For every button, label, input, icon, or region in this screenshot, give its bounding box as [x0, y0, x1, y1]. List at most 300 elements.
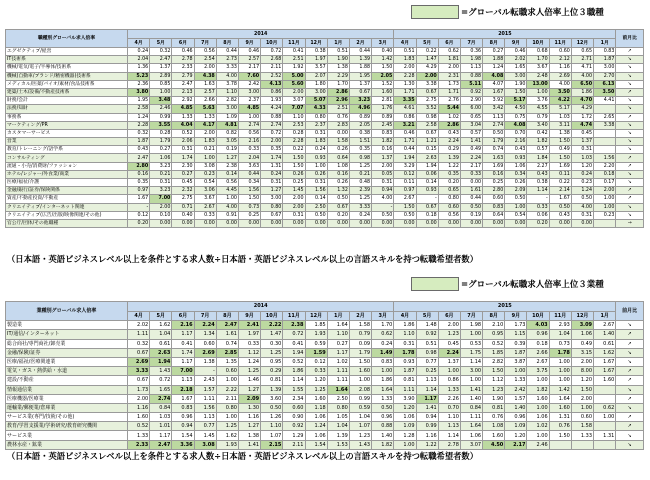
value-cell: 0.24 [305, 146, 327, 154]
value-cell: 1.62 [216, 431, 238, 440]
value-cell: 4.70 [571, 97, 593, 105]
value-cell: 4.96 [349, 105, 371, 113]
value-cell: 0.26 [305, 170, 327, 178]
month-header: 1月 [594, 39, 616, 48]
value-cell: 1.83 [394, 56, 416, 64]
month-header: 1月 [594, 311, 616, 321]
value-cell: 2.37 [305, 121, 327, 129]
value-cell: 4.00 [216, 72, 238, 80]
value-cell: 1.09 [505, 422, 527, 431]
industry-ratio-table [5, 301, 644, 450]
value-cell: 0.50 [372, 403, 394, 412]
table-row [6, 357, 644, 366]
value-cell: 0.00 [416, 219, 438, 227]
value-cell: 1.64 [327, 321, 349, 330]
value-cell: 1.63 [483, 154, 505, 162]
value-cell: 1.14 [460, 357, 482, 366]
value-cell: 2.67 [194, 203, 216, 211]
value-cell: 1.61 [216, 330, 238, 339]
value-cell: 1.95 [128, 97, 150, 105]
value-cell: 0.46 [172, 48, 194, 56]
value-cell: 1.58 [327, 138, 349, 146]
value-cell: 0.45 [571, 129, 593, 137]
value-cell: 0.00 [460, 219, 482, 227]
value-cell: 2.02 [505, 56, 527, 64]
month-header: 7月 [194, 39, 216, 48]
month-header: 7月 [194, 311, 216, 321]
value-cell: 4.07 [483, 80, 505, 88]
month-header: 4月 [394, 39, 416, 48]
value-cell: 1.12 [238, 348, 260, 357]
value-cell: 1.33 [571, 431, 593, 440]
value-cell: 0.27 [327, 339, 349, 348]
value-cell: 0.21 [194, 146, 216, 154]
value-cell: 3.80 [128, 88, 150, 96]
value-cell: 0.44 [460, 195, 482, 203]
value-cell: 1.50 [549, 431, 571, 440]
value-cell: 2.89 [150, 72, 172, 80]
value-cell: 1.26 [261, 413, 283, 422]
value-cell [594, 440, 616, 449]
value-cell: 1.00 [527, 376, 549, 385]
value-cell: 1.87 [128, 138, 150, 146]
value-cell: 0.86 [438, 376, 460, 385]
month-header: 9月 [505, 311, 527, 321]
table-row [6, 321, 644, 330]
value-cell: 2.57 [194, 88, 216, 96]
value-cell: 1.83 [305, 138, 327, 146]
value-cell: 1.94 [283, 348, 305, 357]
table-row [6, 97, 644, 105]
value-cell: 1.60 [594, 376, 616, 385]
value-cell: 2.36 [128, 80, 150, 88]
value-cell: 1.88 [349, 64, 371, 72]
value-cell: 1.45 [283, 187, 305, 195]
value-cell: 3.00 [594, 64, 616, 72]
value-cell: 0.00 [438, 219, 460, 227]
value-cell: 3.60 [261, 394, 283, 403]
value-cell: 1.37 [150, 64, 172, 72]
value-cell: 1.31 [549, 413, 571, 422]
table-row [6, 146, 644, 154]
row-label: メディカル/医薬/バイオ/素材/食品技術系 [6, 80, 128, 88]
value-cell: 0.51 [394, 48, 416, 56]
value-cell: 1.38 [194, 357, 216, 366]
value-cell: 0.32 [128, 339, 150, 348]
value-cell: 0.22 [416, 48, 438, 56]
value-cell: 3.11 [549, 121, 571, 129]
value-cell: 0.62 [438, 48, 460, 56]
value-cell: 2.67 [394, 195, 416, 203]
value-cell: 1.25 [305, 385, 327, 394]
value-cell: 1.86 [283, 367, 305, 376]
value-cell: 2.28 [283, 138, 305, 146]
value-cell: 2.11 [283, 440, 305, 449]
value-cell: 0.54 [194, 179, 216, 187]
value-cell: 0.20 [527, 219, 549, 227]
value-cell: 3.38 [416, 80, 438, 88]
value-cell: 0.33 [305, 367, 327, 376]
value-cell: 0.22 [283, 146, 305, 154]
value-cell: 0.97 [128, 187, 150, 195]
value-cell: 1.25 [349, 195, 371, 203]
value-cell: 0.44 [394, 146, 416, 154]
value-cell: 3.08 [194, 162, 216, 170]
value-cell: 2.80 [128, 162, 150, 170]
value-cell: 1.50 [283, 154, 305, 162]
value-cell: 0.52 [483, 339, 505, 348]
row-label: サービス業 [6, 431, 128, 440]
value-cell: 0.33 [194, 211, 216, 219]
value-cell: 2.69 [549, 72, 571, 80]
value-cell: 1.03 [549, 113, 571, 121]
value-cell: 1.20 [394, 403, 416, 412]
value-cell: 1.33 [372, 394, 394, 403]
value-cell: 1.60 [128, 413, 150, 422]
value-cell: 0.46 [505, 48, 527, 56]
value-cell: 2.24 [460, 154, 482, 162]
value-cell: 0.10 [150, 211, 172, 219]
value-cell: 2.08 [349, 385, 371, 394]
value-cell: 0.17 [594, 179, 616, 187]
month-header: 4月 [394, 311, 416, 321]
value-cell: 1.00 [349, 376, 371, 385]
month-header: 2月 [349, 311, 371, 321]
value-cell: 0.65 [571, 48, 593, 56]
month-header: 5月 [150, 39, 172, 48]
value-cell: 1.09 [216, 113, 238, 121]
value-cell [594, 394, 616, 403]
value-cell: 1.85 [483, 348, 505, 357]
value-cell: 0.41 [172, 339, 194, 348]
value-cell: 1.02 [327, 357, 349, 366]
value-cell: 2.39 [349, 187, 371, 195]
value-cell: 0.88 [372, 422, 394, 431]
value-cell: 3.23 [349, 97, 371, 105]
value-cell: 4.00 [216, 203, 238, 211]
value-cell: 1.01 [150, 422, 172, 431]
value-cell: 0.50 [483, 129, 505, 137]
value-cell [594, 385, 616, 394]
header-label: 業種別グローバル求人倍率 [6, 302, 128, 321]
value-cell: 1.04 [327, 422, 349, 431]
value-cell: 0.38 [305, 48, 327, 56]
value-cell: 0.50 [305, 211, 327, 219]
value-cell: 0.38 [349, 129, 371, 137]
value-cell: 0.71 [172, 203, 194, 211]
row-label: 製造業 [6, 321, 128, 330]
month-header: 11月 [549, 311, 571, 321]
value-cell: 1.16 [416, 431, 438, 440]
value-cell: 3.07 [283, 97, 305, 105]
value-cell: 1.13 [172, 376, 194, 385]
value-cell: 0.31 [305, 179, 327, 187]
value-cell [594, 129, 616, 137]
value-cell: 0.42 [527, 129, 549, 137]
value-cell: 2.00 [194, 64, 216, 72]
value-cell: 2.05 [349, 121, 371, 129]
row-label: 教育/トレーニング/語学系 [6, 146, 128, 154]
value-cell: 0.34 [505, 170, 527, 178]
value-cell: 0.50 [327, 195, 349, 203]
value-cell: 1.55 [283, 385, 305, 394]
month-header: 1月 [327, 39, 349, 48]
value-cell: 4.17 [194, 121, 216, 129]
formula-note: （日本語・英語ビジネスレベル以上を条件とする求人数÷日本語・英語ビジネスレベル以上の言語スキルを持つ転職希望者数） [7, 451, 479, 461]
value-cell: 1.41 [238, 440, 260, 449]
value-cell: 0.27 [483, 48, 505, 56]
value-cell: 0.32 [150, 48, 172, 56]
month-header: 10月 [261, 311, 283, 321]
value-cell: 0.80 [216, 403, 238, 412]
value-cell: 1.93 [305, 330, 327, 339]
value-cell: 0.31 [305, 129, 327, 137]
value-cell: 0.44 [238, 170, 260, 178]
month-header: 7月 [460, 39, 482, 48]
value-cell: 3.48 [150, 97, 172, 105]
value-cell: 0.94 [372, 187, 394, 195]
value-cell: 0.84 [460, 403, 482, 412]
value-cell: 1.71 [394, 88, 416, 96]
value-cell: 2.68 [261, 56, 283, 64]
value-cell: 1.93 [261, 97, 283, 105]
value-cell: 6.13 [594, 80, 616, 88]
value-cell: 0.93 [394, 357, 416, 366]
value-cell: 1.50 [549, 138, 571, 146]
value-cell: 1.00 [150, 88, 172, 96]
value-cell: 1.06 [305, 431, 327, 440]
value-cell: 3.52 [416, 105, 438, 113]
value-cell: 2.75 [416, 97, 438, 105]
value-cell: 4.08 [483, 72, 505, 80]
value-cell: 3.06 [194, 187, 216, 195]
value-cell: 0.72 [261, 48, 283, 56]
value-cell: 2.80 [483, 187, 505, 195]
value-cell: 0.95 [261, 357, 283, 366]
value-cell: 0.84 [150, 403, 172, 412]
value-cell: 6.50 [571, 80, 593, 88]
value-cell: 0.98 [416, 348, 438, 357]
value-cell: 1.24 [128, 113, 150, 121]
value-cell: 2.63 [416, 154, 438, 162]
table-row [6, 105, 644, 113]
value-cell: 0.24 [571, 170, 593, 178]
value-cell: 2.74 [238, 121, 260, 129]
value-cell: 2.73 [216, 56, 238, 64]
value-cell: 1.29 [283, 431, 305, 440]
value-cell: 0.50 [460, 203, 482, 211]
value-cell: 1.92 [283, 64, 305, 72]
value-cell: 4.29 [416, 64, 438, 72]
value-cell: 1.40 [460, 394, 482, 403]
trend-arrow-icon: ↘ [616, 179, 644, 187]
value-cell: 2.22 [216, 385, 238, 394]
value-cell: 1.00 [438, 367, 460, 376]
value-cell: 0.26 [283, 170, 305, 178]
value-cell: 1.32 [327, 187, 349, 195]
value-cell: 0.00 [327, 219, 349, 227]
row-label: 教育/学習支援業/学術研究/教育研究機関 [6, 422, 128, 431]
value-cell: 1.42 [549, 385, 571, 394]
value-cell: 2.16 [505, 138, 527, 146]
value-cell: - [128, 203, 150, 211]
value-cell: 1.00 [549, 367, 571, 376]
value-cell: 0.50 [505, 195, 527, 203]
value-cell: 0.80 [305, 113, 327, 121]
value-cell: 0.00 [571, 219, 593, 227]
value-cell: 5.07 [305, 97, 327, 105]
value-cell: 0.67 [261, 211, 283, 219]
value-cell: 4.13 [261, 80, 283, 88]
value-cell: 1.00 [305, 162, 327, 170]
value-cell: 4.00 [571, 72, 593, 80]
value-cell: 1.03 [571, 154, 593, 162]
value-cell: 0.33 [527, 203, 549, 211]
value-cell: 2.09 [505, 187, 527, 195]
value-cell: 0.11 [549, 170, 571, 178]
value-cell: 5.17 [505, 97, 527, 105]
month-header: 5月 [150, 311, 172, 321]
trend-arrow-icon: ↘ [616, 64, 644, 72]
value-cell: 2.85 [216, 348, 238, 357]
trend-arrow-icon: ↘ [616, 211, 644, 219]
value-cell: 0.00 [216, 219, 238, 227]
value-cell: 1.67 [549, 195, 571, 203]
value-cell: 5.60 [283, 80, 305, 88]
value-cell: 0.79 [349, 330, 371, 339]
value-cell: 2.74 [150, 394, 172, 403]
value-cell: 2.26 [438, 394, 460, 403]
value-cell: 0.22 [549, 179, 571, 187]
value-cell: 1.43 [150, 367, 172, 376]
value-cell: 2.47 [216, 321, 238, 330]
value-cell: 2.96 [327, 97, 349, 105]
value-cell: 4.03 [527, 321, 549, 330]
value-cell: 1.00 [238, 113, 260, 121]
value-cell: 2.52 [261, 72, 283, 80]
value-cell: 0.72 [283, 330, 305, 339]
value-cell: 1.08 [327, 162, 349, 170]
value-cell: 0.24 [349, 211, 371, 219]
value-cell: 4.33 [305, 105, 327, 113]
value-cell: 1.06 [571, 330, 593, 339]
table-row [6, 179, 644, 187]
value-cell: 0.00 [549, 219, 571, 227]
row-label: 法務/知財 [6, 105, 128, 113]
value-cell: 1.43 [349, 440, 371, 449]
value-cell: 1.50 [483, 367, 505, 376]
value-cell: 3.36 [172, 440, 194, 449]
value-cell: 4.29 [571, 105, 593, 113]
value-cell: 3.50 [594, 88, 616, 96]
value-cell: 2.67 [594, 321, 616, 330]
value-cell: 1.09 [394, 422, 416, 431]
value-cell: 0.76 [327, 113, 349, 121]
table-row [6, 121, 644, 129]
value-cell: 0.27 [172, 170, 194, 178]
value-cell: 1.39 [349, 56, 371, 64]
table-row [6, 403, 644, 412]
value-cell: 1.17 [172, 357, 194, 366]
value-cell: 1.16 [128, 403, 150, 412]
month-header: 12月 [305, 39, 327, 48]
value-cell: 2.66 [194, 97, 216, 105]
value-cell: 1.57 [194, 385, 216, 394]
value-cell: 1.00 [505, 203, 527, 211]
value-cell: 1.00 [460, 330, 482, 339]
value-cell: 1.16 [238, 413, 260, 422]
value-cell: 7.07 [283, 105, 305, 113]
row-label: マーケティング/PR [6, 121, 128, 129]
value-cell: 0.00 [460, 179, 482, 187]
value-cell: 0.61 [150, 339, 172, 348]
value-cell: 1.25 [349, 162, 371, 170]
value-cell: - [416, 195, 438, 203]
value-cell: 2.00 [394, 64, 416, 72]
value-cell: 0.29 [261, 367, 283, 376]
value-cell: 1.30 [394, 80, 416, 88]
value-cell: 1.67 [483, 88, 505, 96]
value-cell: 1.20 [305, 376, 327, 385]
value-cell: 0.67 [349, 88, 371, 96]
table-row [6, 138, 644, 146]
value-cell: 1.00 [549, 357, 571, 366]
value-cell: 1.85 [305, 321, 327, 330]
value-cell: 1.03 [150, 413, 172, 422]
row-label: 総合商社/専門商社/卸売業 [6, 339, 128, 348]
value-cell: 1.25 [216, 422, 238, 431]
value-cell: 1.34 [194, 330, 216, 339]
value-cell: 2.86 [327, 88, 349, 96]
value-cell: 1.04 [150, 330, 172, 339]
value-cell: 3.00 [261, 195, 283, 203]
row-label: 機械(自動車/ブランド/精密機器)技術系 [6, 72, 128, 80]
value-cell: 2.58 [416, 121, 438, 129]
value-cell: 1.00 [594, 203, 616, 211]
value-cell: 0.93 [305, 154, 327, 162]
value-cell: 0.16 [327, 170, 349, 178]
value-cell: 1.27 [216, 154, 238, 162]
value-cell: 2.14 [549, 187, 571, 195]
trend-arrow-icon: ↘ [616, 170, 644, 178]
value-cell: 0.36 [460, 48, 482, 56]
value-cell: 1.56 [305, 187, 327, 195]
value-cell: 2.69 [128, 357, 150, 366]
value-cell: 3.57 [305, 64, 327, 72]
value-cell: 1.13 [438, 422, 460, 431]
value-cell: 0.25 [416, 367, 438, 376]
month-header: 5月 [416, 39, 438, 48]
value-cell: 0.80 [438, 195, 460, 203]
value-cell: 0.60 [483, 195, 505, 203]
value-cell: 0.39 [505, 339, 527, 348]
legend-swatch [411, 277, 459, 291]
month-header: 4月 [128, 39, 150, 48]
value-cell [594, 146, 616, 154]
value-cell: 0.09 [349, 339, 371, 348]
value-cell: 3.92 [483, 97, 505, 105]
value-cell: 1.79 [483, 138, 505, 146]
value-cell: 0.31 [394, 339, 416, 348]
value-cell: 3.00 [238, 88, 260, 96]
value-cell: 1.86 [394, 321, 416, 330]
value-cell: 1.14 [527, 187, 549, 195]
value-cell: 3.04 [460, 121, 482, 129]
value-cell: 2.09 [238, 394, 260, 403]
value-cell: 1.60 [527, 394, 549, 403]
value-cell: 1.51 [349, 138, 371, 146]
value-cell: 1.87 [594, 56, 616, 64]
